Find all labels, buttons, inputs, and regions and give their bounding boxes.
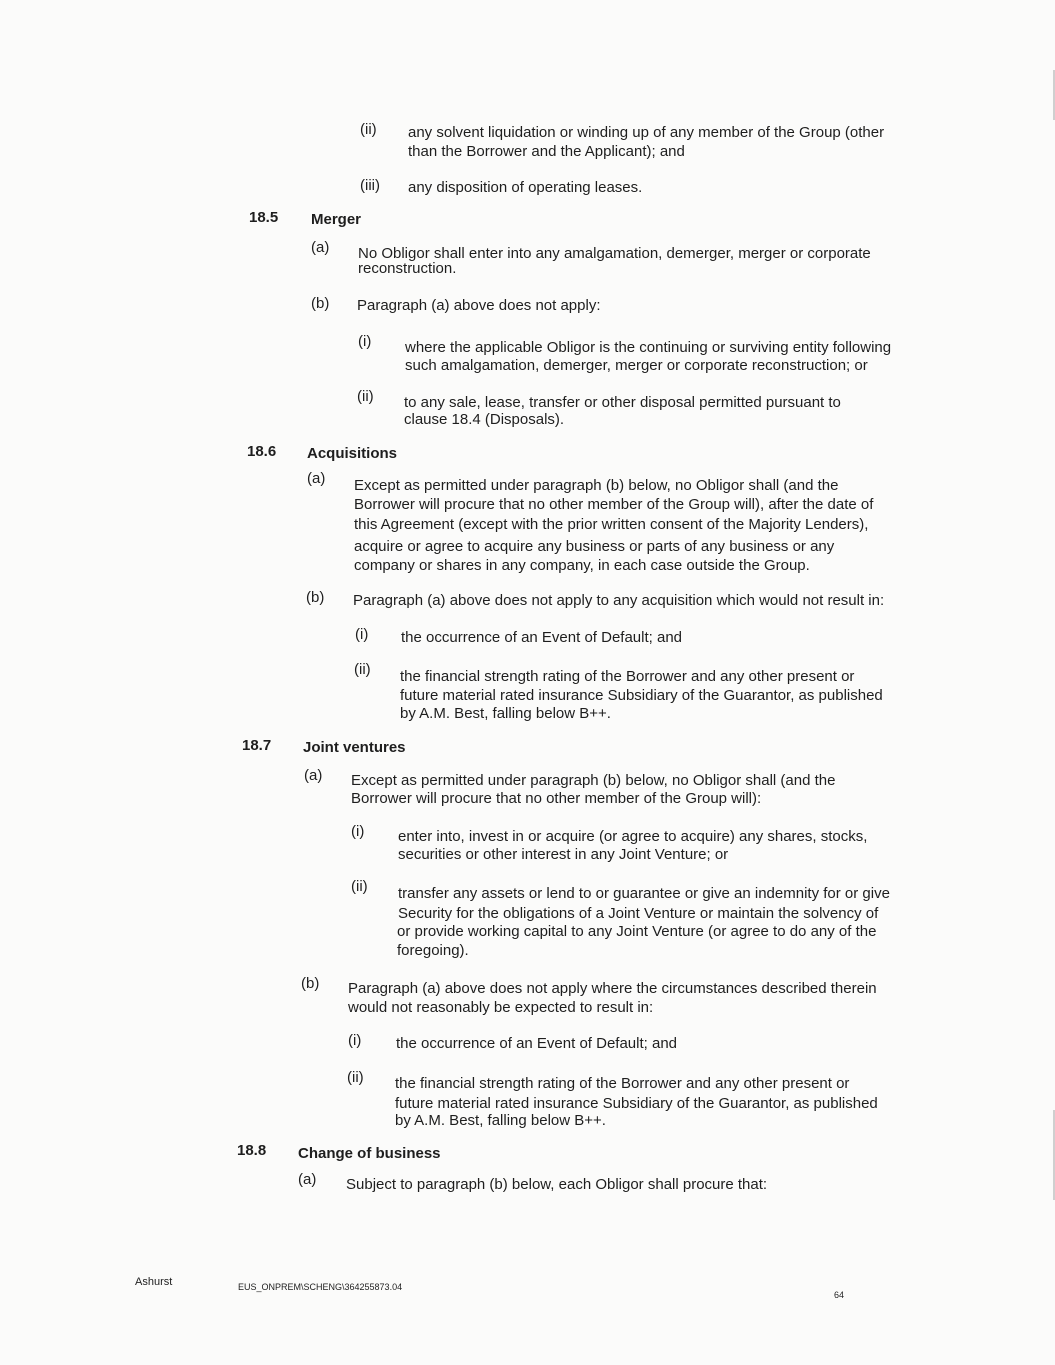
paragraph-text: this Agreement (except with the prior written consent of the Majority Lenders),	[354, 516, 869, 533]
item-label: (ii)	[360, 121, 377, 138]
item-text: the financial strength rating of the Borrower and any other present or	[395, 1075, 850, 1092]
page-number: 64	[834, 1290, 845, 1300]
item-label: (ii)	[357, 388, 374, 405]
item-text: enter into, invest in or acquire (or agree to acquire) any shares, stocks,	[398, 828, 868, 845]
paragraph-text: Borrower will procure that no other member of the Group will):	[351, 790, 762, 807]
item-label: (ii)	[354, 661, 371, 678]
section-heading: Merger	[311, 211, 362, 228]
paragraph-text: No Obligor shall enter into any amalgamation, demerger, merger or corporate	[358, 245, 871, 262]
item-label: (i)	[355, 626, 369, 643]
footer-doc-ref: EUS_ONPREM\SCHENG\364255873.04	[238, 1282, 403, 1292]
paragraph-label: (a)	[298, 1171, 317, 1188]
item-text: the occurrence of an Event of Default; and	[396, 1035, 678, 1052]
item-label: (i)	[348, 1032, 362, 1049]
section-number: 18.5	[249, 209, 279, 226]
paragraph-text: Paragraph (a) above does not apply:	[357, 297, 601, 314]
paragraph-label: (a)	[307, 470, 326, 487]
item-label: (i)	[358, 333, 372, 350]
section-number: 18.6	[247, 443, 277, 460]
item-text: transfer any assets or lend to or guarantee or give an indemnity for or give	[398, 885, 890, 902]
item-text: securities or other interest in any Joint Venture; or	[398, 846, 729, 863]
item-label: (ii)	[351, 878, 368, 895]
item-text: than the Borrower and the Applicant); and	[408, 143, 685, 160]
item-text: or provide working capital to any Joint Venture (or agree to do any of the	[397, 923, 877, 940]
paragraph-text: Subject to paragraph (b) below, each Obligor shall procure that:	[346, 1176, 768, 1193]
item-text: foregoing).	[397, 942, 469, 959]
paragraph-label: (b)	[306, 589, 325, 606]
item-label: (i)	[351, 823, 365, 840]
item-text: any solvent liquidation or winding up of any member of the Group (other	[408, 124, 885, 141]
paragraph-text: company or shares in any company, in each case outside the Group.	[354, 557, 810, 574]
item-text: the financial strength rating of the Borrower and any other present or	[400, 668, 855, 685]
item-text: where the applicable Obligor is the continuing or surviving entity following	[405, 339, 892, 356]
paragraph-text: Borrower will procure that no other member of the Group will), after the date of	[354, 496, 874, 513]
section-number: 18.8	[237, 1142, 267, 1159]
paragraph-label: (a)	[311, 239, 330, 256]
paragraph-label: (b)	[311, 295, 330, 312]
paragraph-text: Paragraph (a) above does not apply where the circumstances described therein	[348, 980, 877, 997]
paragraph-label: (a)	[304, 767, 323, 784]
item-text: by A.M. Best, falling below B++.	[395, 1112, 606, 1129]
paragraph-text: acquire or agree to acquire any business or parts of any business or any	[354, 538, 835, 555]
section-heading: Acquisitions	[307, 445, 398, 462]
paragraph-text: Except as permitted under paragraph (b) below, no Obligor shall (and the	[354, 477, 839, 494]
item-text: future material rated insurance Subsidiary of the Guarantor, as published	[400, 687, 883, 704]
section-number: 18.7	[242, 737, 272, 754]
item-label: (iii)	[360, 177, 380, 194]
section-heading: Change of business	[298, 1145, 441, 1162]
item-label: (ii)	[347, 1069, 364, 1086]
item-text: any disposition of operating leases.	[408, 179, 643, 196]
paragraph-text: would not reasonably be expected to result in:	[348, 999, 654, 1016]
paragraph-text: Paragraph (a) above does not apply to any acquisition which would not result in:	[353, 592, 885, 609]
item-text: Security for the obligations of a Joint Venture or maintain the solvency of	[398, 905, 879, 922]
paragraph-text: Except as permitted under paragraph (b) below, no Obligor shall (and the	[351, 772, 836, 789]
paragraph-label: (b)	[301, 975, 320, 992]
paragraph-text: reconstruction.	[358, 260, 457, 277]
item-text: such amalgamation, demerger, merger or corporate reconstruction; or	[405, 357, 868, 374]
item-text: by A.M. Best, falling below B++.	[400, 705, 611, 722]
footer-firm: Ashurst	[135, 1276, 173, 1288]
section-heading: Joint ventures	[303, 739, 406, 756]
item-text: future material rated insurance Subsidiary of the Guarantor, as published	[395, 1095, 878, 1112]
item-text: clause 18.4 (Disposals).	[404, 411, 565, 428]
item-text: to any sale, lease, transfer or other disposal permitted pursuant to	[404, 394, 841, 411]
item-text: the occurrence of an Event of Default; and	[401, 629, 683, 646]
